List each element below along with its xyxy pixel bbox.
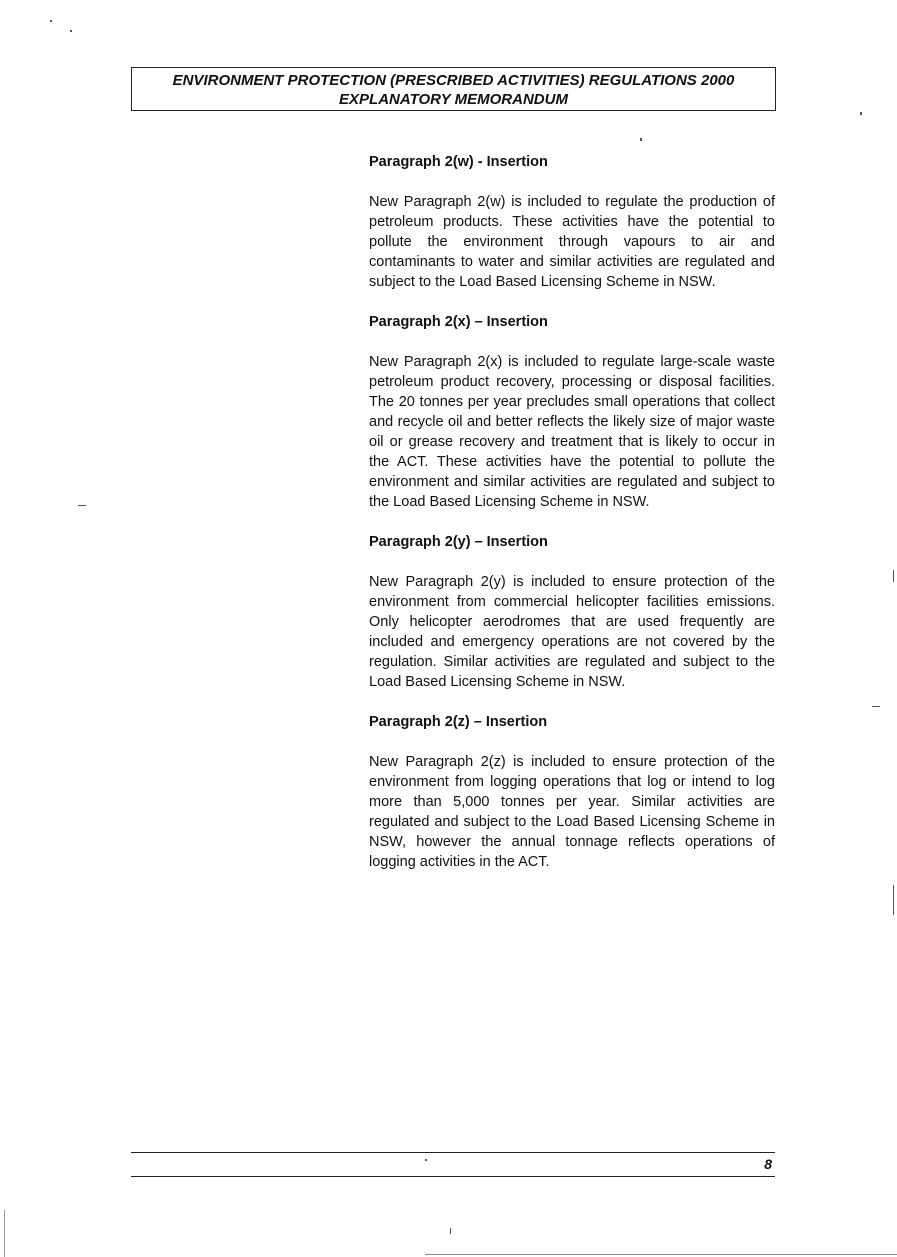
footer-rule-top — [131, 1152, 775, 1153]
scan-artifact — [872, 706, 880, 707]
header-title: ENVIRONMENT PROTECTION (PRESCRIBED ACTIVITIES) REGULATIONS 2000 — [172, 72, 735, 89]
scan-artifact — [860, 112, 862, 115]
section-2w — [369, 152, 775, 292]
scan-artifact — [893, 885, 894, 915]
section-heading: Paragraph 2(y) – Insertion — [369, 534, 548, 550]
section-heading: Paragraph 2(z) – Insertion — [369, 714, 548, 730]
section-heading: Paragraph 2(x) – Insertion — [369, 314, 548, 330]
header-subtitle: EXPLANATORY MEMORANDUM — [339, 91, 568, 108]
section-body: New Paragraph 2(w) is included to regulate the production of petroleum products. These activities have the potential to pollute the environment through vapours to air and contaminants to water and similar activities are regulated and subject to the Load Based Licensing Scheme in NSW. — [369, 194, 775, 290]
footer-rule-bottom — [131, 1176, 775, 1177]
section-body: New Paragraph 2(x) is included to regulate large-scale waste petroleum product recovery, processing or disposal facilities. The 20 tonnes per year precludes small operations that collect and recycle oil and better reflects the likely size of major waste oil or grease recovery and treatment that is likely to occur in the ACT. These activities have the potential to pollute the environment and similar activities are regulated and subject to the Load Based Licensing Scheme in NSW. — [369, 354, 775, 510]
scan-artifact — [893, 570, 894, 582]
section-body: New Paragraph 2(z) is included to ensure protection of the environment from logging operations that log or intend to log more than 5,000 tonnes per year. Similar activities are regulated and subject to the Load Based Licensing Scheme in NSW, however the annual tonnage reflects operations of logging activities in the ACT. — [369, 754, 775, 870]
section-2x — [369, 312, 775, 512]
scan-artifact — [78, 505, 86, 506]
scan-artifact — [70, 30, 72, 32]
memorandum-content — [369, 152, 775, 892]
section-2y — [369, 532, 775, 692]
scan-artifact — [640, 138, 642, 141]
scan-artifact — [50, 20, 52, 22]
scan-artifact — [450, 1228, 451, 1234]
document-header — [131, 67, 776, 111]
section-2z — [369, 712, 775, 872]
section-heading: Paragraph 2(w) - Insertion — [369, 154, 548, 170]
scan-artifact — [425, 1159, 427, 1161]
page-number: 8 — [764, 1156, 772, 1172]
section-body: New Paragraph 2(y) is included to ensure protection of the environment from commercial helicopter facilities emissions. Only helicopter aerodromes that are used frequently are included and emergency operations are not covered by the regulation. Similar activities are regulated and subject to the Load Based Licensing Scheme in NSW. — [369, 574, 775, 690]
scan-artifact — [425, 1254, 897, 1255]
scan-artifact — [4, 1210, 5, 1257]
